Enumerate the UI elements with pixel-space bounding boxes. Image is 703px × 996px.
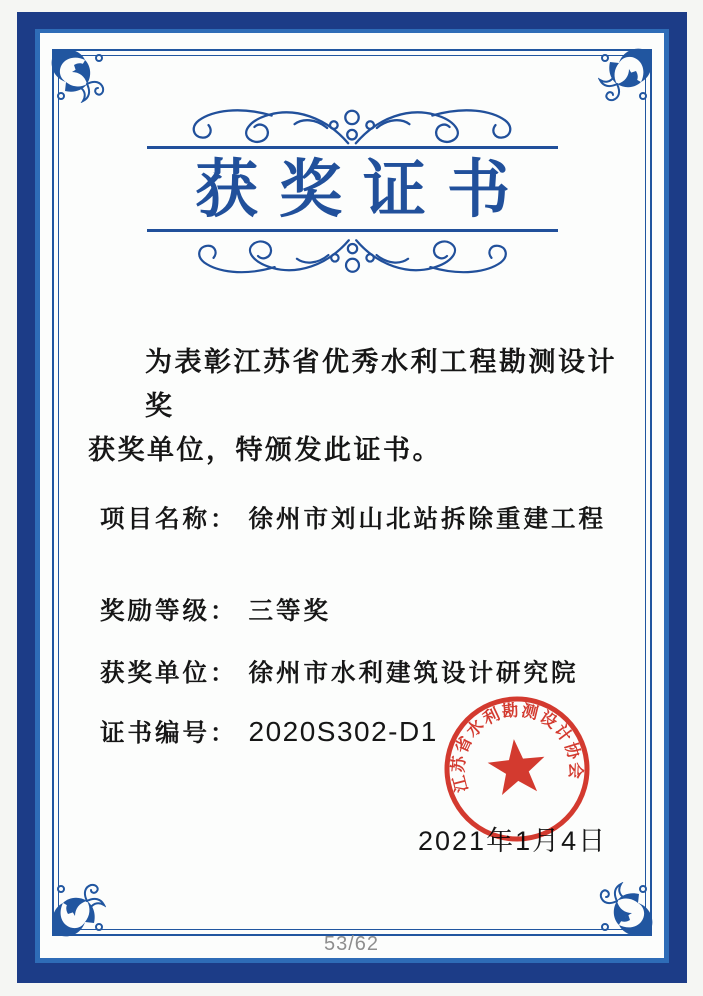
project-name-value: 徐州市刘山北站拆除重建工程 xyxy=(248,506,606,533)
body-line-2: 获奖单位，特颁发此证书。 xyxy=(88,435,442,465)
certificate-date: 2021年1月4日 xyxy=(418,826,608,856)
title-flourish-top-icon xyxy=(172,105,532,149)
winning-unit-label: 获奖单位： xyxy=(100,660,238,687)
field-award-grade xyxy=(100,592,331,627)
title-flourish-bottom-icon xyxy=(195,232,510,280)
body-line-1: 为表彰江苏省优秀水利工程勘测设计奖 xyxy=(145,347,617,421)
certificate-number-label: 证书编号： xyxy=(100,720,238,747)
project-name-label: 项目名称： xyxy=(100,506,238,533)
award-grade-label: 奖励等级： xyxy=(100,598,238,625)
corner-ornament-icon xyxy=(48,45,106,103)
certificate-body-paragraph xyxy=(88,340,633,472)
corner-ornament-icon xyxy=(598,882,656,940)
field-winning-unit xyxy=(100,654,579,689)
seal-text: 江苏省水利勘测设计协会 xyxy=(449,701,585,794)
field-project-name xyxy=(100,500,606,535)
certificate-number-value: 2020S302-D1 xyxy=(248,716,438,747)
corner-ornament-icon xyxy=(598,45,656,103)
page-indicator: 53/62 xyxy=(323,933,380,955)
star-icon xyxy=(485,736,547,796)
award-grade-value: 三等奖 xyxy=(248,598,331,625)
field-certificate-number xyxy=(100,714,438,749)
official-seal-stamp xyxy=(441,693,593,845)
corner-ornament-icon xyxy=(48,882,106,940)
winning-unit-value: 徐州市水利建筑设计研究院 xyxy=(248,660,579,687)
certificate-title: 获奖证书 xyxy=(195,152,531,226)
